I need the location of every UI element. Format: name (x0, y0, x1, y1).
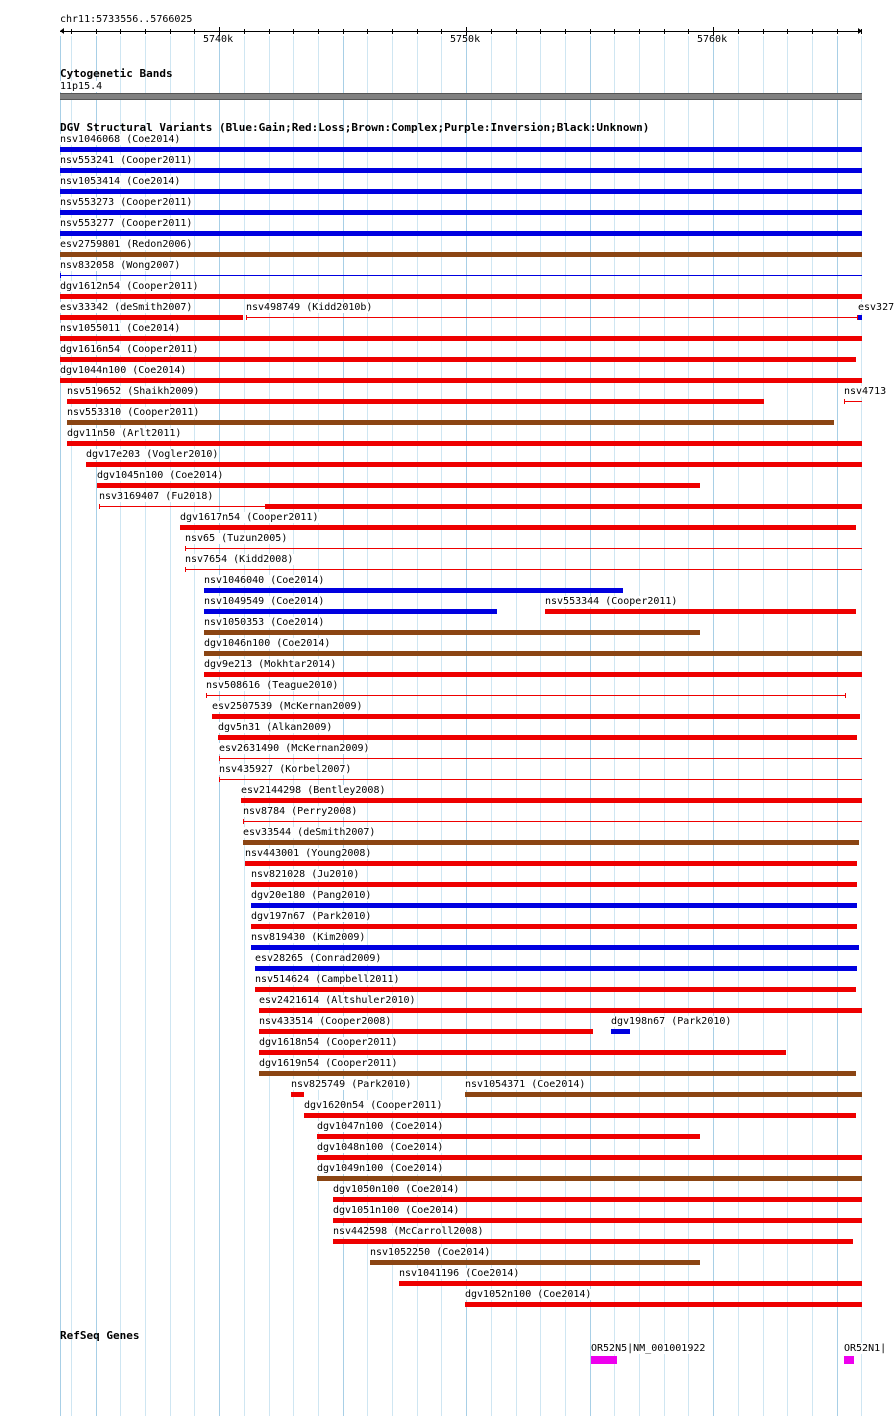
ruler-minor-tick (639, 29, 640, 34)
dgv-variant-bar[interactable] (180, 525, 856, 530)
dgv-variant-label[interactable]: esv2631490 (McKernan2009) (219, 743, 370, 754)
dgv-variant-bar[interactable] (212, 714, 860, 719)
dgv-variant-label[interactable]: dgv20e180 (Pang2010) (251, 890, 372, 901)
dgv-variant-label[interactable]: nsv519652 (Shaikh2009) (67, 386, 200, 397)
dgv-variant-bar[interactable] (251, 903, 857, 908)
dgv-variant-bar[interactable] (333, 1197, 862, 1202)
dgv-variant-bar[interactable] (858, 315, 862, 320)
dgv-variant-label[interactable]: nsv553310 (Cooper2011) (67, 407, 200, 418)
ruler-minor-tick (145, 29, 146, 34)
dgv-variant-label[interactable]: dgv1618n54 (Cooper2011) (259, 1037, 398, 1048)
dgv-variant-label[interactable]: dgv1045n100 (Coe2014) (97, 470, 224, 481)
dgv-variant-label[interactable]: nsv4713 (844, 386, 887, 397)
dgv-variant-endcap (219, 777, 220, 782)
ruler-minor-tick (96, 29, 97, 34)
dgv-variant-endcap (185, 567, 186, 572)
dgv-variant-label[interactable]: nsv553277 (Cooper2011) (60, 218, 193, 229)
dgv-variant-label[interactable]: dgv1617n54 (Cooper2011) (180, 512, 319, 523)
dgv-variant-bar[interactable] (60, 357, 856, 362)
refseq-gene-label[interactable]: OR52N5|NM_001001922 (591, 1343, 706, 1354)
dgv-variant-label[interactable]: nsv498749 (Kidd2010b) (246, 302, 373, 313)
ruler-minor-tick (392, 29, 393, 34)
refseq-gene-bar[interactable] (844, 1356, 854, 1364)
ruler-minor-tick (540, 29, 541, 34)
dgv-variant-bar[interactable] (60, 189, 862, 194)
dgv-variant-label[interactable]: dgv1044n100 (Coe2014) (60, 365, 187, 376)
ruler-minor-tick (565, 29, 566, 34)
dgv-variant-bar[interactable] (60, 168, 862, 173)
dgv-variant-label[interactable]: nsv508616 (Teague2010) (206, 680, 339, 691)
ruler-minor-tick (861, 29, 862, 34)
dgv-variant-bar[interactable] (204, 651, 862, 656)
dgv-variant-endcap (845, 693, 846, 698)
dgv-variant-bar[interactable] (60, 336, 862, 341)
dgv-variant-label[interactable]: nsv514624 (Campbell2011) (255, 974, 400, 985)
dgv-variant-label[interactable]: nsv553273 (Cooper2011) (60, 197, 193, 208)
refseq-title: RefSeq Genes (60, 1329, 140, 1342)
dgv-variant-bar[interactable] (60, 147, 862, 152)
dgv-variant-bar[interactable] (844, 401, 862, 402)
dgv-variant-bar[interactable] (206, 695, 846, 696)
dgv-variant-label[interactable]: nsv819430 (Kim2009) (251, 932, 366, 943)
ruler-minor-tick (343, 29, 344, 34)
dgv-variant-bar[interactable] (218, 735, 857, 740)
dgv-variant-bar[interactable] (204, 609, 497, 614)
dgv-variant-endcap (844, 399, 845, 404)
dgv-variant-label[interactable]: nsv7654 (Kidd2008) (185, 554, 294, 565)
dgv-variant-bar[interactable] (317, 1134, 700, 1139)
ruler-minor-tick (590, 29, 591, 34)
dgv-variant-label[interactable]: dgv1048n100 (Coe2014) (317, 1142, 444, 1153)
dgv-variant-bar[interactable] (219, 779, 862, 780)
ruler-minor-tick (293, 29, 294, 34)
dgv-variant-label[interactable]: dgv1046n100 (Coe2014) (204, 638, 331, 649)
dgv-variant-label[interactable]: nsv553344 (Cooper2011) (545, 596, 678, 607)
dgv-variant-bar[interactable] (317, 1155, 862, 1160)
dgv-variant-label[interactable]: esv2759801 (Redon2006) (60, 239, 193, 250)
ruler-tick-label: 5740k (203, 34, 234, 45)
ruler-minor-tick (763, 29, 764, 34)
ruler-minor-tick (664, 29, 665, 34)
dgv-variant-bar[interactable] (545, 609, 856, 614)
dgv-variant-bar[interactable] (60, 315, 243, 320)
dgv-variant-label[interactable]: dgv5n31 (Alkan2009) (218, 722, 333, 733)
dgv-variant-bar[interactable] (99, 506, 265, 507)
dgv-variant-bar[interactable] (255, 966, 857, 971)
dgv-title: DGV Structural Variants (Blue:Gain;Red:Loss;Brown:Complex;Purple:Inversion;Black:Unknown) (60, 121, 650, 134)
dgv-variant-bar[interactable] (465, 1302, 862, 1307)
dgv-variant-bar[interactable] (219, 758, 862, 759)
dgv-variant-label[interactable]: dgv197n67 (Park2010) (251, 911, 372, 922)
dgv-variant-bar[interactable] (333, 1239, 853, 1244)
dgv-variant-bar[interactable] (304, 1113, 856, 1118)
dgv-variant-label[interactable]: nsv553241 (Cooper2011) (60, 155, 193, 166)
dgv-variant-label[interactable]: dgv1050n100 (Coe2014) (333, 1184, 460, 1195)
ruler-left-arrow (60, 28, 64, 34)
dgv-variant-label[interactable]: nsv821028 (Ju2010) (251, 869, 360, 880)
ruler-minor-tick (812, 29, 813, 34)
dgv-variant-label[interactable]: dgv1051n100 (Coe2014) (333, 1205, 460, 1216)
ruler-minor-tick (614, 29, 615, 34)
dgv-variant-label[interactable]: nsv1046068 (Coe2014) (60, 134, 181, 145)
ruler-minor-tick (441, 29, 442, 34)
dgv-variant-label[interactable]: dgv1047n100 (Coe2014) (317, 1121, 444, 1132)
dgv-variant-bar[interactable] (60, 252, 862, 257)
dgv-variant-bar[interactable] (246, 317, 858, 318)
dgv-variant-bar[interactable] (333, 1218, 862, 1223)
dgv-variant-label[interactable]: nsv1054371 (Coe2014) (465, 1079, 586, 1090)
dgv-variant-label[interactable]: esv327 (858, 302, 895, 313)
dgv-variant-bar[interactable] (370, 1260, 700, 1265)
ruler-minor-tick (837, 29, 838, 34)
dgv-variant-endcap (206, 693, 207, 698)
dgv-variant-label[interactable]: nsv443001 (Young2008) (245, 848, 372, 859)
dgv-variant-endcap (99, 504, 100, 509)
dgv-variant-endcap (60, 273, 61, 278)
dgv-variant-bar[interactable] (60, 231, 862, 236)
dgv-variant-label[interactable]: nsv825749 (Park2010) (291, 1079, 412, 1090)
ruler-minor-tick (244, 29, 245, 34)
dgv-variant-bar[interactable] (67, 441, 862, 446)
dgv-variant-label[interactable]: esv2507539 (McKernan2009) (212, 701, 363, 712)
dgv-variant-bar[interactable] (465, 1092, 862, 1097)
dgv-variant-bar[interactable] (67, 399, 764, 404)
dgv-variant-bar[interactable] (241, 798, 862, 803)
dgv-variant-bar[interactable] (251, 882, 857, 887)
dgv-variant-bar[interactable] (60, 210, 862, 215)
dgv-variant-bar[interactable] (243, 840, 859, 845)
ruler-minor-tick (417, 29, 418, 34)
dgv-variant-label[interactable]: nsv442598 (McCarroll2008) (333, 1226, 484, 1237)
ruler-minor-tick (120, 29, 121, 34)
dgv-variant-bar[interactable] (67, 420, 834, 425)
dgv-variant-bar[interactable] (251, 945, 859, 950)
dgv-variant-endcap (243, 819, 244, 824)
dgv-variant-label[interactable]: esv2421614 (Altshuler2010) (259, 995, 416, 1006)
refseq-gene-bar[interactable] (591, 1356, 617, 1364)
dgv-variant-label[interactable]: nsv1052250 (Coe2014) (370, 1247, 491, 1258)
dgv-variant-bar[interactable] (245, 861, 857, 866)
dgv-variant-bar[interactable] (259, 1029, 593, 1034)
dgv-variant-label[interactable]: dgv11n50 (Arlt2011) (67, 428, 182, 439)
dgv-variant-label[interactable]: nsv435927 (Korbel2007) (219, 764, 352, 775)
dgv-variant-bar[interactable] (204, 588, 623, 593)
ruler-minor-tick (367, 29, 368, 34)
dgv-variant-bar[interactable] (60, 378, 862, 383)
dgv-variant-label[interactable]: esv33544 (deSmith2007) (243, 827, 376, 838)
ruler-tick-label: 5750k (450, 34, 481, 45)
dgv-variant-bar[interactable] (259, 1071, 856, 1076)
dgv-variant-endcap (246, 315, 247, 320)
dgv-variant-bar[interactable] (399, 1281, 862, 1286)
dgv-variant-label[interactable]: nsv1049549 (Coe2014) (204, 596, 325, 607)
dgv-variant-label[interactable]: esv33342 (deSmith2007) (60, 302, 193, 313)
ruler-tick-label: 5760k (697, 34, 728, 45)
ruler-minor-tick (516, 29, 517, 34)
dgv-variant-label[interactable]: dgv1619n54 (Cooper2011) (259, 1058, 398, 1069)
dgv-variant-label[interactable]: nsv1053414 (Coe2014) (60, 176, 181, 187)
ruler-minor-tick (269, 29, 270, 34)
dgv-variant-label[interactable]: esv2144298 (Bentley2008) (241, 785, 386, 796)
dgv-variant-label[interactable]: esv28265 (Conrad2009) (255, 953, 382, 964)
dgv-variant-bar[interactable] (265, 504, 862, 509)
region-label: chr11:5733556..5766025 (60, 14, 193, 25)
dgv-variant-label[interactable]: nsv1055011 (Coe2014) (60, 323, 181, 334)
dgv-variant-bar[interactable] (611, 1029, 630, 1034)
dgv-variant-bar[interactable] (204, 672, 862, 677)
ruler-minor-tick (787, 29, 788, 34)
dgv-variant-bar[interactable] (86, 462, 862, 467)
ruler-minor-tick (688, 29, 689, 34)
dgv-variant-bar[interactable] (185, 569, 862, 570)
dgv-variant-bar[interactable] (291, 1092, 304, 1097)
dgv-variant-label[interactable]: dgv1616n54 (Cooper2011) (60, 344, 199, 355)
dgv-variant-label[interactable]: nsv8784 (Perry2008) (243, 806, 358, 817)
dgv-variant-label[interactable]: dgv9e213 (Mokhtar2014) (204, 659, 337, 670)
dgv-variant-label[interactable]: dgv17e203 (Vogler2010) (86, 449, 219, 460)
dgv-variant-label[interactable]: nsv1050353 (Coe2014) (204, 617, 325, 628)
dgv-variant-endcap (185, 546, 186, 551)
dgv-variant-bar[interactable] (255, 987, 856, 992)
ruler-minor-tick (318, 29, 319, 34)
dgv-variant-bar[interactable] (317, 1176, 862, 1181)
cytoband-bar (60, 93, 862, 100)
ruler-axis (60, 31, 862, 32)
dgv-variant-bar[interactable] (60, 275, 862, 276)
dgv-variant-bar[interactable] (60, 294, 862, 299)
dgv-variant-bar[interactable] (204, 630, 700, 635)
dgv-variant-bar[interactable] (185, 548, 862, 549)
ruler-minor-tick (71, 29, 72, 34)
dgv-variant-label[interactable]: dgv1049n100 (Coe2014) (317, 1163, 444, 1174)
dgv-variant-label[interactable]: dgv1620n54 (Cooper2011) (304, 1100, 443, 1111)
refseq-gene-label[interactable]: OR52N1| (844, 1343, 887, 1354)
dgv-variant-label[interactable]: nsv1041196 (Coe2014) (399, 1268, 520, 1279)
dgv-variant-endcap (219, 756, 220, 761)
dgv-variant-label[interactable]: nsv65 (Tuzun2005) (185, 533, 288, 544)
dgv-variant-label[interactable]: nsv3169407 (Fu2018) (99, 491, 214, 502)
dgv-variant-bar[interactable] (259, 1050, 786, 1055)
ruler-minor-tick (170, 29, 171, 34)
dgv-variant-bar[interactable] (259, 1008, 862, 1013)
ruler-minor-tick (491, 29, 492, 34)
dgv-variant-label[interactable]: nsv1046040 (Coe2014) (204, 575, 325, 586)
dgv-variant-bar[interactable] (243, 821, 862, 822)
ruler-minor-tick (194, 29, 195, 34)
dgv-variant-label[interactable]: dgv1052n100 (Coe2014) (465, 1289, 592, 1300)
dgv-variant-bar[interactable] (251, 924, 857, 929)
dgv-variant-label[interactable]: dgv198n67 (Park2010) (611, 1016, 732, 1027)
dgv-variant-label[interactable]: nsv433514 (Cooper2008) (259, 1016, 392, 1027)
ruler-minor-tick (738, 29, 739, 34)
cytobands-title: Cytogenetic Bands (60, 67, 173, 80)
dgv-variant-bar[interactable] (97, 483, 700, 488)
cytoband-label: 11p15.4 (60, 81, 103, 92)
dgv-variant-label[interactable]: nsv832058 (Wong2007) (60, 260, 181, 271)
dgv-variant-label[interactable]: dgv1612n54 (Cooper2011) (60, 281, 199, 292)
